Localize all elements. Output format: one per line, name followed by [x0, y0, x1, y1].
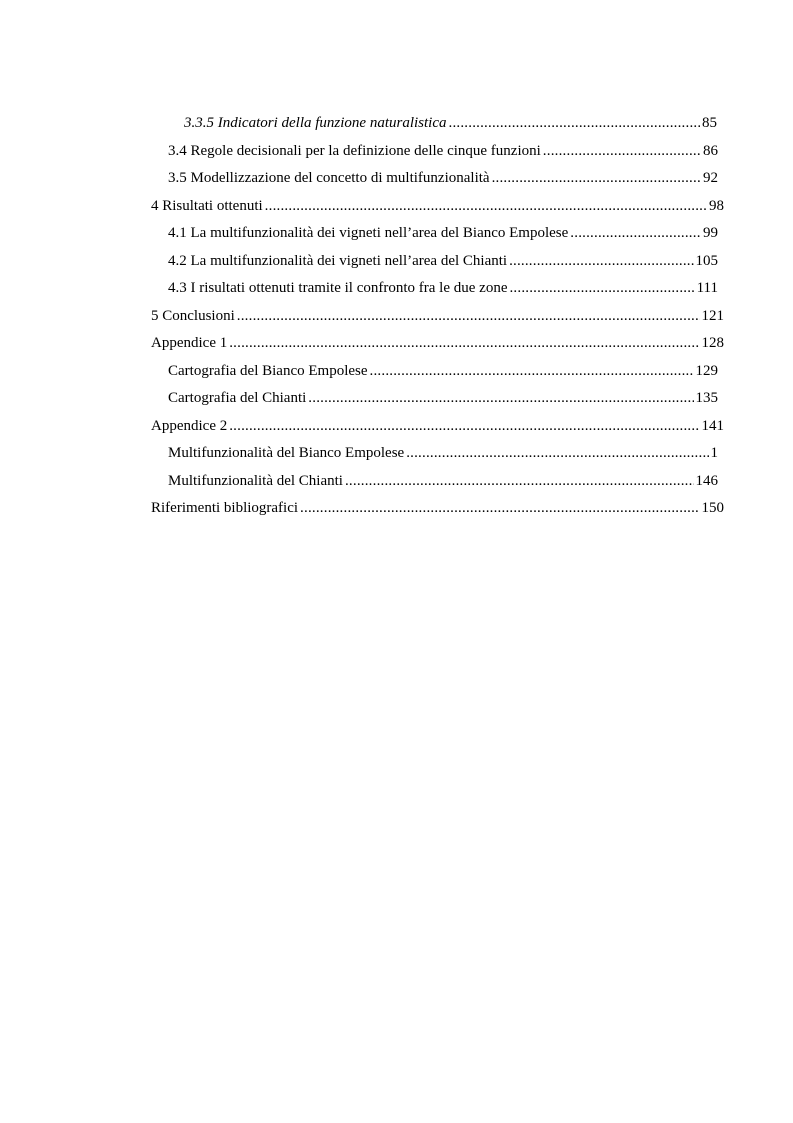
- toc-page-number: 128: [701, 335, 724, 351]
- toc-dot-leader: [237, 305, 700, 327]
- toc-dot-leader: [345, 470, 694, 492]
- toc-entry-title: 4 Risultati ottenuti: [151, 197, 263, 214]
- toc-entry-title: Multifunzionalità del Chianti: [168, 472, 343, 489]
- toc-entry-title: 4.2 La multifunzionalità dei vigneti nell’area del Chianti: [168, 252, 508, 269]
- toc-entry-4-1[interactable]: [168, 222, 718, 250]
- toc-entry-5[interactable]: [151, 305, 724, 333]
- toc-entry-multifunzionalita-chianti[interactable]: [168, 470, 718, 498]
- toc-entry-title: 4.1 La multifunzionalità dei vigneti nell’area del Bianco Empolese: [168, 225, 569, 241]
- toc-entry-title: Appendice 2: [151, 417, 228, 434]
- toc-entry-riferimenti-bibliografici[interactable]: [151, 497, 724, 525]
- toc-dot-leader: [449, 112, 701, 134]
- toc-page-number: 146: [695, 472, 718, 489]
- toc-page-number: 135: [695, 390, 718, 406]
- toc-page-number: 141: [701, 417, 724, 434]
- toc-page-number: 1: [710, 445, 718, 461]
- toc-entry-4-2[interactable]: [168, 250, 718, 278]
- toc-dot-leader: [570, 222, 701, 244]
- toc-page-number: 150: [701, 500, 724, 516]
- toc-page-number: 105: [695, 252, 718, 269]
- toc-dot-leader: [406, 442, 708, 464]
- toc-entry-cartografia-chianti[interactable]: [168, 387, 718, 415]
- toc-page-number: 99: [703, 225, 718, 241]
- toc-entry-multifunzionalita-bianco-empolese[interactable]: [168, 442, 718, 470]
- toc-dot-leader: [229, 332, 699, 354]
- toc-dot-leader: [370, 360, 694, 382]
- toc-entry-3-4[interactable]: [168, 140, 718, 168]
- toc-entry-title: Cartografia del Chianti: [168, 390, 307, 406]
- toc-page-number: 85: [702, 115, 717, 131]
- toc-entry-title: Multifunzionalità del Bianco Empolese: [168, 445, 405, 461]
- toc-entry-3-5[interactable]: [168, 167, 718, 195]
- toc-page-number: 111: [696, 280, 718, 296]
- toc-dot-leader: [509, 277, 694, 299]
- toc-entry-cartografia-bianco-empolese[interactable]: [168, 360, 718, 388]
- toc-dot-leader: [300, 497, 699, 519]
- toc-entry-title: 3.4 Regole decisionali per la definizione delle cinque funzioni: [168, 142, 541, 159]
- toc-dot-leader: [509, 250, 693, 272]
- toc-page-number: 92: [703, 170, 718, 186]
- toc-entry-title: 5 Conclusioni: [151, 307, 235, 324]
- toc-dot-leader: [543, 140, 701, 162]
- toc-entry-appendice-1[interactable]: [151, 332, 724, 360]
- toc-entry-title: 3.3.5 Indicatori della funzione naturalistica: [184, 115, 447, 131]
- toc-entry-4-3[interactable]: [168, 277, 718, 305]
- toc-dot-leader: [492, 167, 701, 189]
- toc-page-number: 86: [703, 142, 718, 159]
- toc-page-number: 98: [709, 197, 724, 214]
- toc-dot-leader: [308, 387, 693, 409]
- toc-page-number: 129: [695, 362, 718, 379]
- toc-entry-appendice-2[interactable]: [151, 415, 724, 443]
- toc-entry-title: Riferimenti bibliografici: [151, 500, 299, 516]
- toc-entry-4[interactable]: [151, 195, 724, 223]
- toc-entry-title: 4.3 I risultati ottenuti tramite il confronto fra le due zone: [168, 280, 508, 296]
- toc-page-number: 121: [701, 307, 724, 324]
- toc-entry-title: Cartografia del Bianco Empolese: [168, 362, 368, 379]
- toc-dot-leader: [229, 415, 699, 437]
- table-of-contents: [0, 112, 793, 525]
- toc-entry-title: Appendice 1: [151, 335, 228, 351]
- toc-entry-3-3-5[interactable]: [184, 112, 717, 140]
- toc-dot-leader: [265, 195, 707, 217]
- toc-entry-title: 3.5 Modellizzazione del concetto di multifunzionalità: [168, 170, 490, 186]
